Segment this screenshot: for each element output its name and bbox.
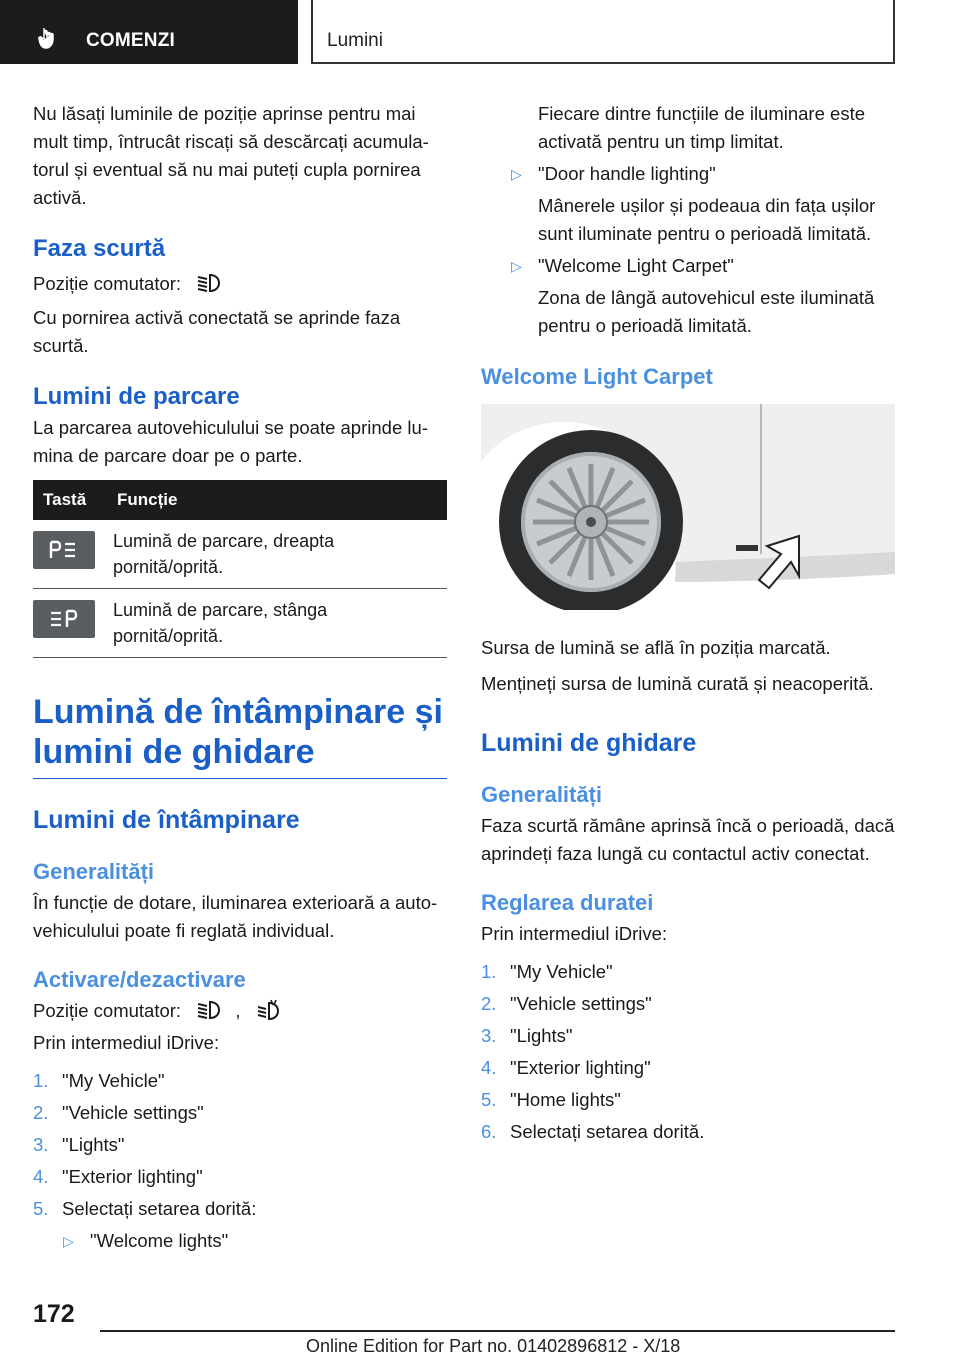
activare-switch-label: Poziție comutator: — [33, 1000, 182, 1021]
generalitati-heading: Generalități — [33, 859, 155, 884]
bullet-welcome-carpet-label: "Welcome Light Carpet" — [538, 255, 734, 276]
page-number: 172 — [33, 1300, 75, 1328]
chapter-tab — [0, 0, 298, 64]
main-heading: Lumină de întâmpinare și lumini de ghidare — [33, 693, 443, 771]
sursa-text-1: Sursa de lumină se află în poziția marcată. — [481, 637, 831, 658]
reglare-heading: Reglarea duratei — [481, 890, 654, 915]
main-heading-block — [33, 692, 447, 779]
idrive-label-right: Prin intermediul iDrive: — [481, 923, 668, 944]
ghidare-heading: Lumini de ghidare — [481, 729, 697, 757]
sub-bullet-text: "Welcome lights" — [90, 1230, 229, 1251]
bullet-icon: ▷ — [63, 1233, 74, 1249]
carpet-heading: Welcome Light Carpet — [481, 364, 713, 389]
left-column — [33, 100, 447, 1255]
list-item: 3. "Lights" — [33, 1134, 125, 1155]
bullet-welcome-carpet — [481, 252, 895, 280]
list-item: 2. "Vehicle settings" — [481, 993, 652, 1014]
faza-switch-label: Poziție comutator: — [33, 273, 182, 294]
list-item: 4. "Exterior lighting" — [33, 1166, 203, 1187]
intro-paragraph: Nu lăsați luminile de poziție aprinse pentru mai mult timp, întrucât riscați să descărcați acumula-torul și eventual să nu mai puteți cupla pornirea activă. — [33, 103, 429, 208]
sursa-text-2: Mențineți sursa de lumină curată și neacoperită. — [481, 673, 874, 694]
generalitati-heading-right: Generalități — [481, 782, 603, 807]
activare-heading: Activare/dezactivare — [33, 967, 246, 992]
bullet-door-handle — [481, 160, 895, 188]
bullet-icon: ▷ — [511, 258, 522, 274]
table-cell-func: Lumină de parcare, dreapta pornită/oprită. — [107, 520, 447, 589]
parking-left-button[interactable] — [33, 600, 95, 638]
list-item: 6. Selectați setarea dorită. — [481, 1121, 705, 1142]
right-steps-list — [481, 956, 895, 1148]
list-item: 1. "My Vehicle" — [33, 1070, 165, 1091]
footer-edition: Online Edition for Part no. 01402896812 - X/18 — [306, 1336, 681, 1356]
faza-scurta-heading: Faza scurtă — [33, 235, 166, 262]
table-row — [33, 520, 447, 589]
section-title: Lumini — [327, 30, 383, 51]
parking-light-right-icon — [47, 538, 81, 562]
door-handle-text: Mânerele ușilor și podeaua din fața ușilor sunt iluminate pentru o perioadă limitată. — [538, 195, 876, 244]
low-beam-icon — [196, 272, 222, 294]
car-wheel-photo — [481, 404, 895, 610]
bullet-door-handle-label: "Door handle lighting" — [538, 163, 716, 184]
right-column — [481, 100, 895, 1148]
hand-pointer-icon — [38, 26, 60, 50]
faza-text: Cu pornirea activă conectată se aprinde faza scurtă. — [33, 307, 401, 356]
intampinare-heading: Lumini de întâmpinare — [33, 806, 300, 834]
activare-switch-line — [33, 997, 447, 1025]
list-item: 4. "Exterior lighting" — [481, 1057, 651, 1078]
parcare-text: La parcarea autovehiculului se poate aprinde lu-mina de parcare doar pe o parte. — [33, 417, 428, 466]
chapter-title: COMENZI — [86, 30, 176, 51]
footer-divider — [100, 1330, 895, 1332]
list-item: 3. "Lights" — [481, 1025, 573, 1046]
auto-headlight-icon — [256, 999, 282, 1021]
generalitati-text: În funcție de dotare, iluminarea exterioară a auto-vehiculului poate fi reglată individual. — [33, 892, 438, 941]
parking-light-left-icon — [47, 607, 81, 631]
ghidare-general-text: Faza scurtă rămâne aprinsă încă o perioadă, dacă aprindeți faza lungă cu contactul activ conectat. — [481, 815, 895, 864]
table-row — [33, 589, 447, 658]
section-header — [311, 0, 895, 64]
parking-keys-table — [33, 480, 447, 658]
sub-bullet — [33, 1227, 447, 1255]
list-item: 2. "Vehicle settings" — [33, 1102, 204, 1123]
table-header-key: Tastă — [33, 480, 107, 520]
parking-right-button[interactable] — [33, 531, 95, 569]
idrive-label: Prin intermediul iDrive: — [33, 1032, 220, 1053]
switch-separator: , — [235, 1000, 241, 1021]
parcare-heading: Lumini de parcare — [33, 383, 240, 410]
left-steps-list — [33, 1065, 447, 1225]
low-beam-icon — [196, 999, 222, 1021]
list-item: 1. "My Vehicle" — [481, 961, 613, 982]
table-cell-func: Lumină de parcare, stânga pornită/oprită. — [107, 589, 447, 658]
table-header-func: Funcție — [107, 480, 447, 520]
list-item: 5. Selectați setarea dorită: — [33, 1198, 257, 1219]
bullet-icon: ▷ — [511, 166, 522, 182]
list-item: 5. "Home lights" — [481, 1089, 621, 1110]
continued-text: Fiecare dintre funcțiile de iluminare este activată pentru un timp limitat. — [538, 103, 865, 152]
faza-switch-line — [33, 270, 447, 298]
welcome-carpet-text: Zona de lângă autovehicul este iluminată pentru o perioadă limitată. — [538, 287, 875, 336]
